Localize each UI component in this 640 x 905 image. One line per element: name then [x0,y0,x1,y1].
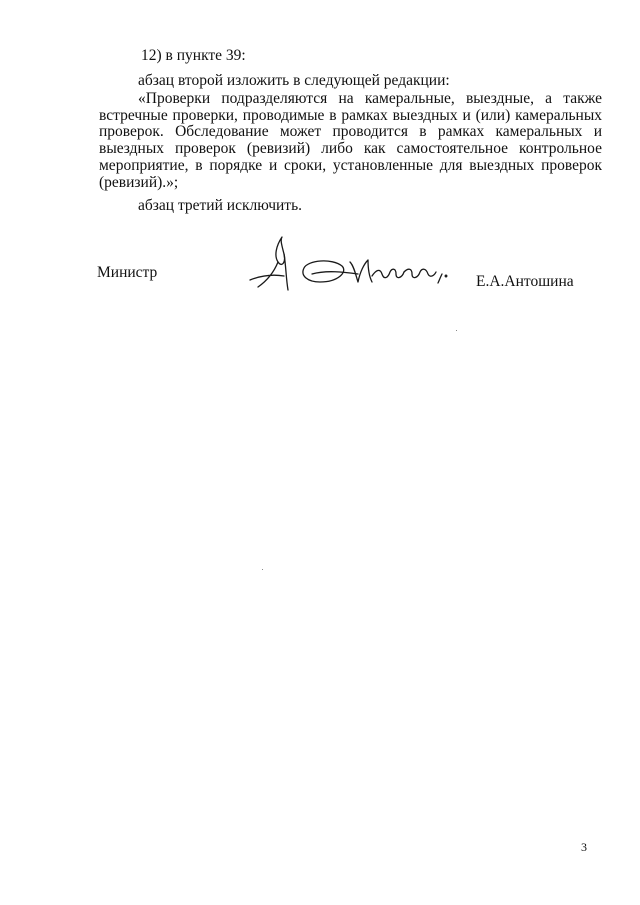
scan-speck [262,569,263,570]
third-paragraph-line: абзац третий исключить. [138,197,303,214]
signatory-position: Министр [97,264,158,281]
quote-line: «Проверки подразделяются на камеральные, выездные, а также [138,91,602,107]
quote-line: (ревизий).»; [99,174,179,191]
quoted-paragraph [99,91,602,191]
page-number: 3 [581,840,587,854]
handwritten-signature [246,232,466,294]
quote-line: выездных проверок (ревизий) либо как самостоятельное контрольное [99,141,602,158]
item-number-line: 12) в пункте 39: [141,47,246,64]
signatory-name: Е.А.Антошина [476,273,574,290]
quote-line: проверок. Обследование может проводится в рамках камеральных и [99,124,602,141]
scan-speck [456,330,457,331]
intro-line: абзац второй изложить в следующей редакции: [138,72,450,89]
quote-line: встречные проверки, проводимые в рамках выездных и (или) камеральных [99,107,602,124]
quote-line: мероприятие, в порядке и сроки, установленные для выездных проверок [99,157,602,174]
